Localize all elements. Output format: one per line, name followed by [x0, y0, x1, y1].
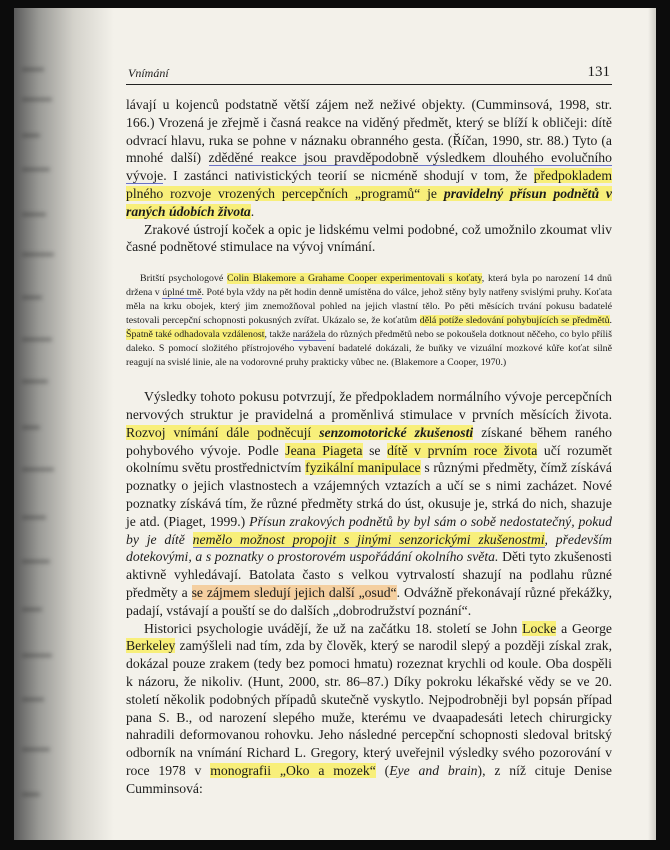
paragraph-4: Historici psychologie uvádějí, že už na začátku 18. století se John Locke a George Berkeley zamýšleli nad tím, zda by člověk, který se narodil slepý a později získal zrak, dokázal pouze zrakem (tedy bez pomoci hmatu) rozeznat krychli od koule. Oba dospěli k názoru, že nikoliv. (Hunt, 2000, str. 86–87.) Díky pokroku lékařské vědy se ve 20. století několik podobných případů skutečně vyskytlo. Nejpodrobněji byl popsán případ pana S. B., od narození slepého muže, kterému ve dvaapadesáti letech chirurgicky nahradili deformovanou rohovku. Jeho následné percepční schopnosti sledoval britský odborník na vnímání Richard L. Gregory, který uveřejnil výsledky svého pozorování v roce 1978 v monografii „Oko a mozek“ (Eye and brain), z níž cituje Denise Cumminsová:: [126, 620, 613, 796]
page-number: 131: [587, 64, 610, 80]
paragraph-1: lávají u kojenců podstatně větší zájem než neživé objekty. (Cumminsová, 1998, str. 166.) Vrozená je zřejmě i časná reakce na viděný předmět, který se blíží k obličeji: dítě odvrací hlavu, ruka se pohne v náznaku obranného gesta. (Říčan, 1990, str. 88.) Tyto (a mnohé další) zděděné reakce jsou pravděpodobně výsledkem dlouhého evolučního vývoje. I zastánci nativistických teorií se nicméně shodují v tom, že předpokladem plného rozvoje vrozených percepčních „programů“ je pravidelný přísun podnětů v raných údobích života.: [126, 97, 612, 219]
highlighted-text: Rozvoj vnímání dále podněcují: [126, 424, 320, 440]
experiment-box: Britští psychologové Colin Blakemore a Grahame Cooper experimentovali s koťaty, která byla po narození 14 dnů držena v úplné tmě. Poté byla vždy na pět hodin denně umístěna do válce, jehož stěny byly natřeny svislými pruhy. Koťata měla na krku obojek, který jim znemožňoval pohled na jejich vlastní tělo. Po pěti měsících trvání pokusu badatelé testovali percepční schopnosti pokusných zvířat. Ukázalo se, že koťatům dělá potíže sledování pohybujících se předmětů. Špatně také odhadovala vzdálenost, takže narážela do různých předmětů nebo se pokoušela dotknout něčeho, co bylo příliš daleko. S pomocí složitého přístrojového vybavení badatelé dokázali, že buňky ve vizuální mozkové kůře koťat silně reagují na svislé linie, ale na vodorovné pruhy prakticky vůbec ne. (Blakemore a Cooper, 1970.): [126, 273, 613, 369]
highlighted-text: monografii „Oko a mozek“: [210, 762, 376, 778]
paragraph-2: Zrakové ústrojí koček a opic je lidskému velmi podobné, což umožnilo zkoumat vliv časné podnětové stimulace na vývoj vnímání.: [126, 221, 612, 255]
highlighted-text: dítě v prvním roce života: [387, 442, 538, 458]
underlined-text: narážela: [292, 329, 326, 341]
highlighted-italic-text: nemělo možnost propojit s jinými senzorickými zkušenostmi: [192, 531, 545, 547]
highlighted-bold-italic-text: senzomotorické zkušenosti: [319, 424, 474, 440]
page-right-edge: [648, 8, 656, 840]
highlighted-text: Colin Blakemore a Grahame Cooper experimentovali s koťaty: [227, 273, 482, 285]
body-text: [126, 96, 612, 798]
highlighted-text: předpokladem plného rozvoje vrozených percepčních „programů“ je: [126, 168, 612, 201]
underlined-text: úplné tmě: [162, 287, 202, 299]
facing-page-bleed: [22, 48, 62, 808]
running-title: Vnímání: [128, 66, 169, 80]
highlighted-text: Jeana Piageta: [285, 442, 363, 458]
paragraph-3: Výsledky tohoto pokusu potvrzují, že předpokladem normálního vývoje percepčních nervových struktur je pravidelná a proměnlivá stimulace v prvních měsících života. Rozvoj vnímání dále podněcují senzomotorické zkušenosti získané během raného pohybového vývoje. Podle Jeana Piageta se dítě v prvním roce života učí rozumět okolnímu světu prostřednictvím fyzikální manipulace s různými předměty, čímž získává poznatky o jejich vlastnostech a vzájemných vztazích a učí se s nimi zacházet. Nové poznatky získává tím, že různé předměty strká do úst, okusuje je, strká do nich, shazuje je atd. (Piaget, 1999.) Přísun zrakových podnětů by byl sám o sobě nedostatečný, pokud by je dítě nemělo možnost propojit s jinými senzorickými zkušenostmi, především dotekovými, a s poznatky o prostorovém uspořádání okolního světa. Děti tyto zkušenosti aktivně vyhledávají. Batolata často s velkou vytrvalostí shazují na podlahu různé předměty a se zájmem sledují jejich další „osud“. Odvážně překonávají různé překážky, padají, vstávají a pouští se do dalších „dobrodružství poznání“.: [126, 389, 613, 618]
highlighted-text: Locke: [522, 620, 557, 636]
highlighted-text: Berkeley: [126, 638, 176, 654]
highlighted-text: Špatně také odhadovala vzdálenost: [126, 329, 265, 341]
highlighted-text: dělá potíže sledování pohybujících se předmětů: [419, 315, 610, 327]
highlighted-bold-italic-text: pravidelný přísun podnětů v raných údobích života: [126, 185, 612, 219]
underlined-text: zděděné reakce jsou pravděpodobně výsledkem dlouhého evolučního vývoje: [126, 150, 612, 184]
highlighted-text: fyzikální manipulace: [305, 460, 421, 476]
running-header: [126, 64, 612, 85]
highlighted-text: se zájmem sledují jejich další „osud“: [191, 584, 397, 600]
book-page: [14, 8, 656, 840]
